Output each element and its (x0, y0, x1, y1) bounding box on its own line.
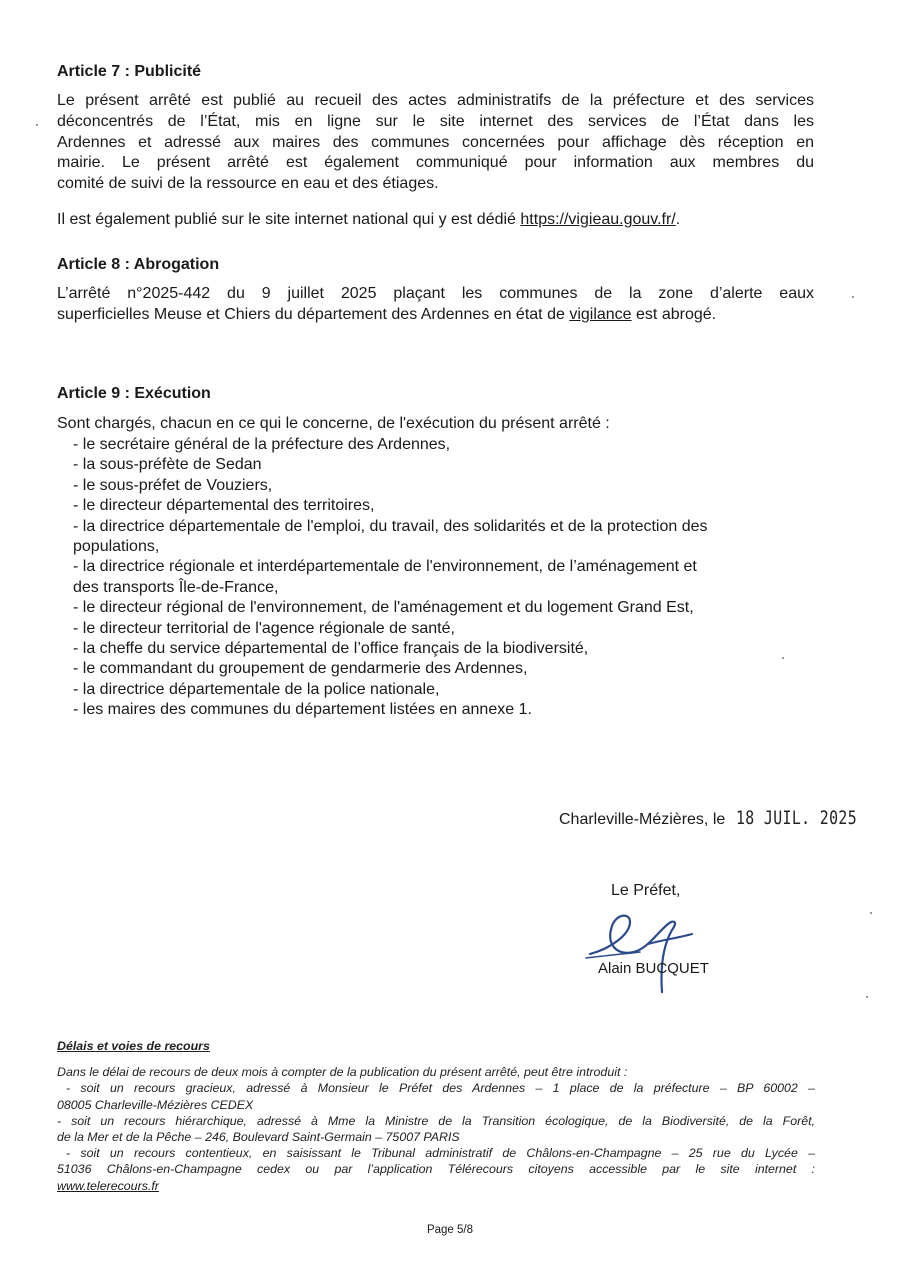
appeals-line: Dans le délai de recours de deux mois à compter de la publication du présent arrêté, peut être introduit : (57, 1065, 628, 1080)
scan-speck (782, 657, 784, 659)
article-8-heading: Article 8 : Abrogation (57, 256, 220, 273)
scan-speck (866, 996, 868, 998)
article-9-heading: Article 9 : Exécution (57, 385, 211, 402)
vigieau-link[interactable]: https://vigieau.gouv.fr/ (520, 211, 676, 228)
appeals-line: 51036 Châlons-en-Champagne cedex ou par l’application Télérecours citoyens accessible par le site internet : (57, 1162, 815, 1177)
page-number: Page 5/8 (426, 1224, 474, 1236)
appeals-line: - soit un recours gracieux, adressé à Monsieur le Préfet des Ardennes – 1 place de la préfecture – BP 60002 – (66, 1081, 815, 1096)
list-item: - la directrice départementale de la police nationale, (73, 680, 440, 698)
list-item: - le directeur territorial de l'agence régionale de santé, (73, 619, 455, 637)
list-item-continuation: populations, (73, 538, 160, 556)
article-8-line: L’arrêté n°2025-442 du 9 juillet 2025 plaçant les communes de la zone d’alerte eaux (57, 285, 814, 302)
article-7-line: Le présent arrêté est publié au recueil des actes administratifs de la préfecture et des services (57, 92, 814, 109)
scan-speck (36, 124, 38, 126)
scan-speck (870, 912, 872, 914)
list-item: - le sous-préfet de Vouziers, (73, 476, 273, 494)
appeals-line: 08005 Charleville-Mézières CEDEX (57, 1097, 254, 1112)
list-item: - les maires des communes du département listées en annexe 1. (73, 701, 532, 719)
list-item: - la directrice régionale et interdépartementale de l'environnement, de l’aménagement et (73, 558, 697, 576)
list-item-continuation: des transports Île-de-France, (73, 578, 279, 596)
article-7-line: Ardennes et adressé aux maires des communes concernées pour affichage dès réception en (57, 133, 814, 151)
article-7-body (57, 91, 814, 195)
handwritten-signature (582, 904, 702, 1000)
article-7-heading: Article 7 : Publicité (57, 63, 202, 80)
article-8-body (57, 284, 814, 326)
list-item: - le commandant du groupement de gendarmerie des Ardennes, (73, 660, 528, 678)
telerecours-link[interactable]: www.telerecours.fr (57, 1178, 159, 1193)
national-site-suffix: . (675, 211, 681, 228)
vigilance-term: vigilance (569, 305, 632, 323)
list-item: - la sous-préfète de Sedan (73, 456, 262, 474)
article-7-national-site (57, 210, 814, 231)
appeals-line: - soit un recours hiérarchique, adressé à Mme la Ministre de la Transition écologique, de la Biodiversité, de la Forêt, (57, 1113, 815, 1128)
list-item: - le secrétaire général de la préfecture des Ardennes, (73, 436, 451, 453)
article-7-line: comité de suivi de la ressource en eau et des étiages. (57, 175, 439, 193)
appeals-line: - soit un recours contentieux, en saisissant le Tribunal administratif de Châlons-en-Champagne – 25 rue du Lycée – (66, 1146, 815, 1161)
appeals-title: Délais et voies de recours (57, 1039, 210, 1053)
list-item: - la cheffe du service départemental de l’office français de la biodiversité, (73, 640, 589, 658)
list-item: - la directrice départementale de l'emploi, du travail, des solidarités et de la protection des (73, 517, 708, 535)
article-7-line: mairie. Le présent arrêté est également communiqué pour information aux membres du (57, 154, 814, 172)
signature-place: Charleville-Mézières, le (559, 811, 726, 828)
scan-speck (852, 296, 854, 298)
date-stamp: 18 JUIL. 2025 (735, 807, 857, 829)
signer-title: Le Préfet, (611, 882, 681, 899)
signer-name: Alain BUCQUET (598, 960, 709, 977)
article-8-line-2-text: superficielles Meuse et Chiers du département des Ardennes en état de (57, 305, 565, 323)
article-9-intro: Sont chargés, chacun en ce qui le concerne, de l'exécution du présent arrêté : (57, 415, 610, 432)
appeals-line: de la Mer et de la Pêche – 246, Boulevard Saint-Germain – 75007 PARIS (57, 1130, 460, 1145)
article-8-line-2 (57, 305, 814, 326)
article-8-line-2-end: est abrogé. (636, 305, 717, 323)
list-item: - le directeur régional de l'environnement, de l'aménagement et du logement Grand Est, (73, 599, 694, 617)
article-7-line: déconcentrés de l’État, mis en ligne sur le site internet des services de l’État dans les (57, 112, 814, 130)
national-site-text: Il est également publié sur le site internet national qui y est dédié (57, 211, 516, 228)
appeals-section (57, 1038, 815, 1194)
signature-date-line (559, 808, 891, 830)
execution-list (73, 435, 818, 721)
list-item: - le directeur départemental des territoires, (73, 497, 375, 515)
